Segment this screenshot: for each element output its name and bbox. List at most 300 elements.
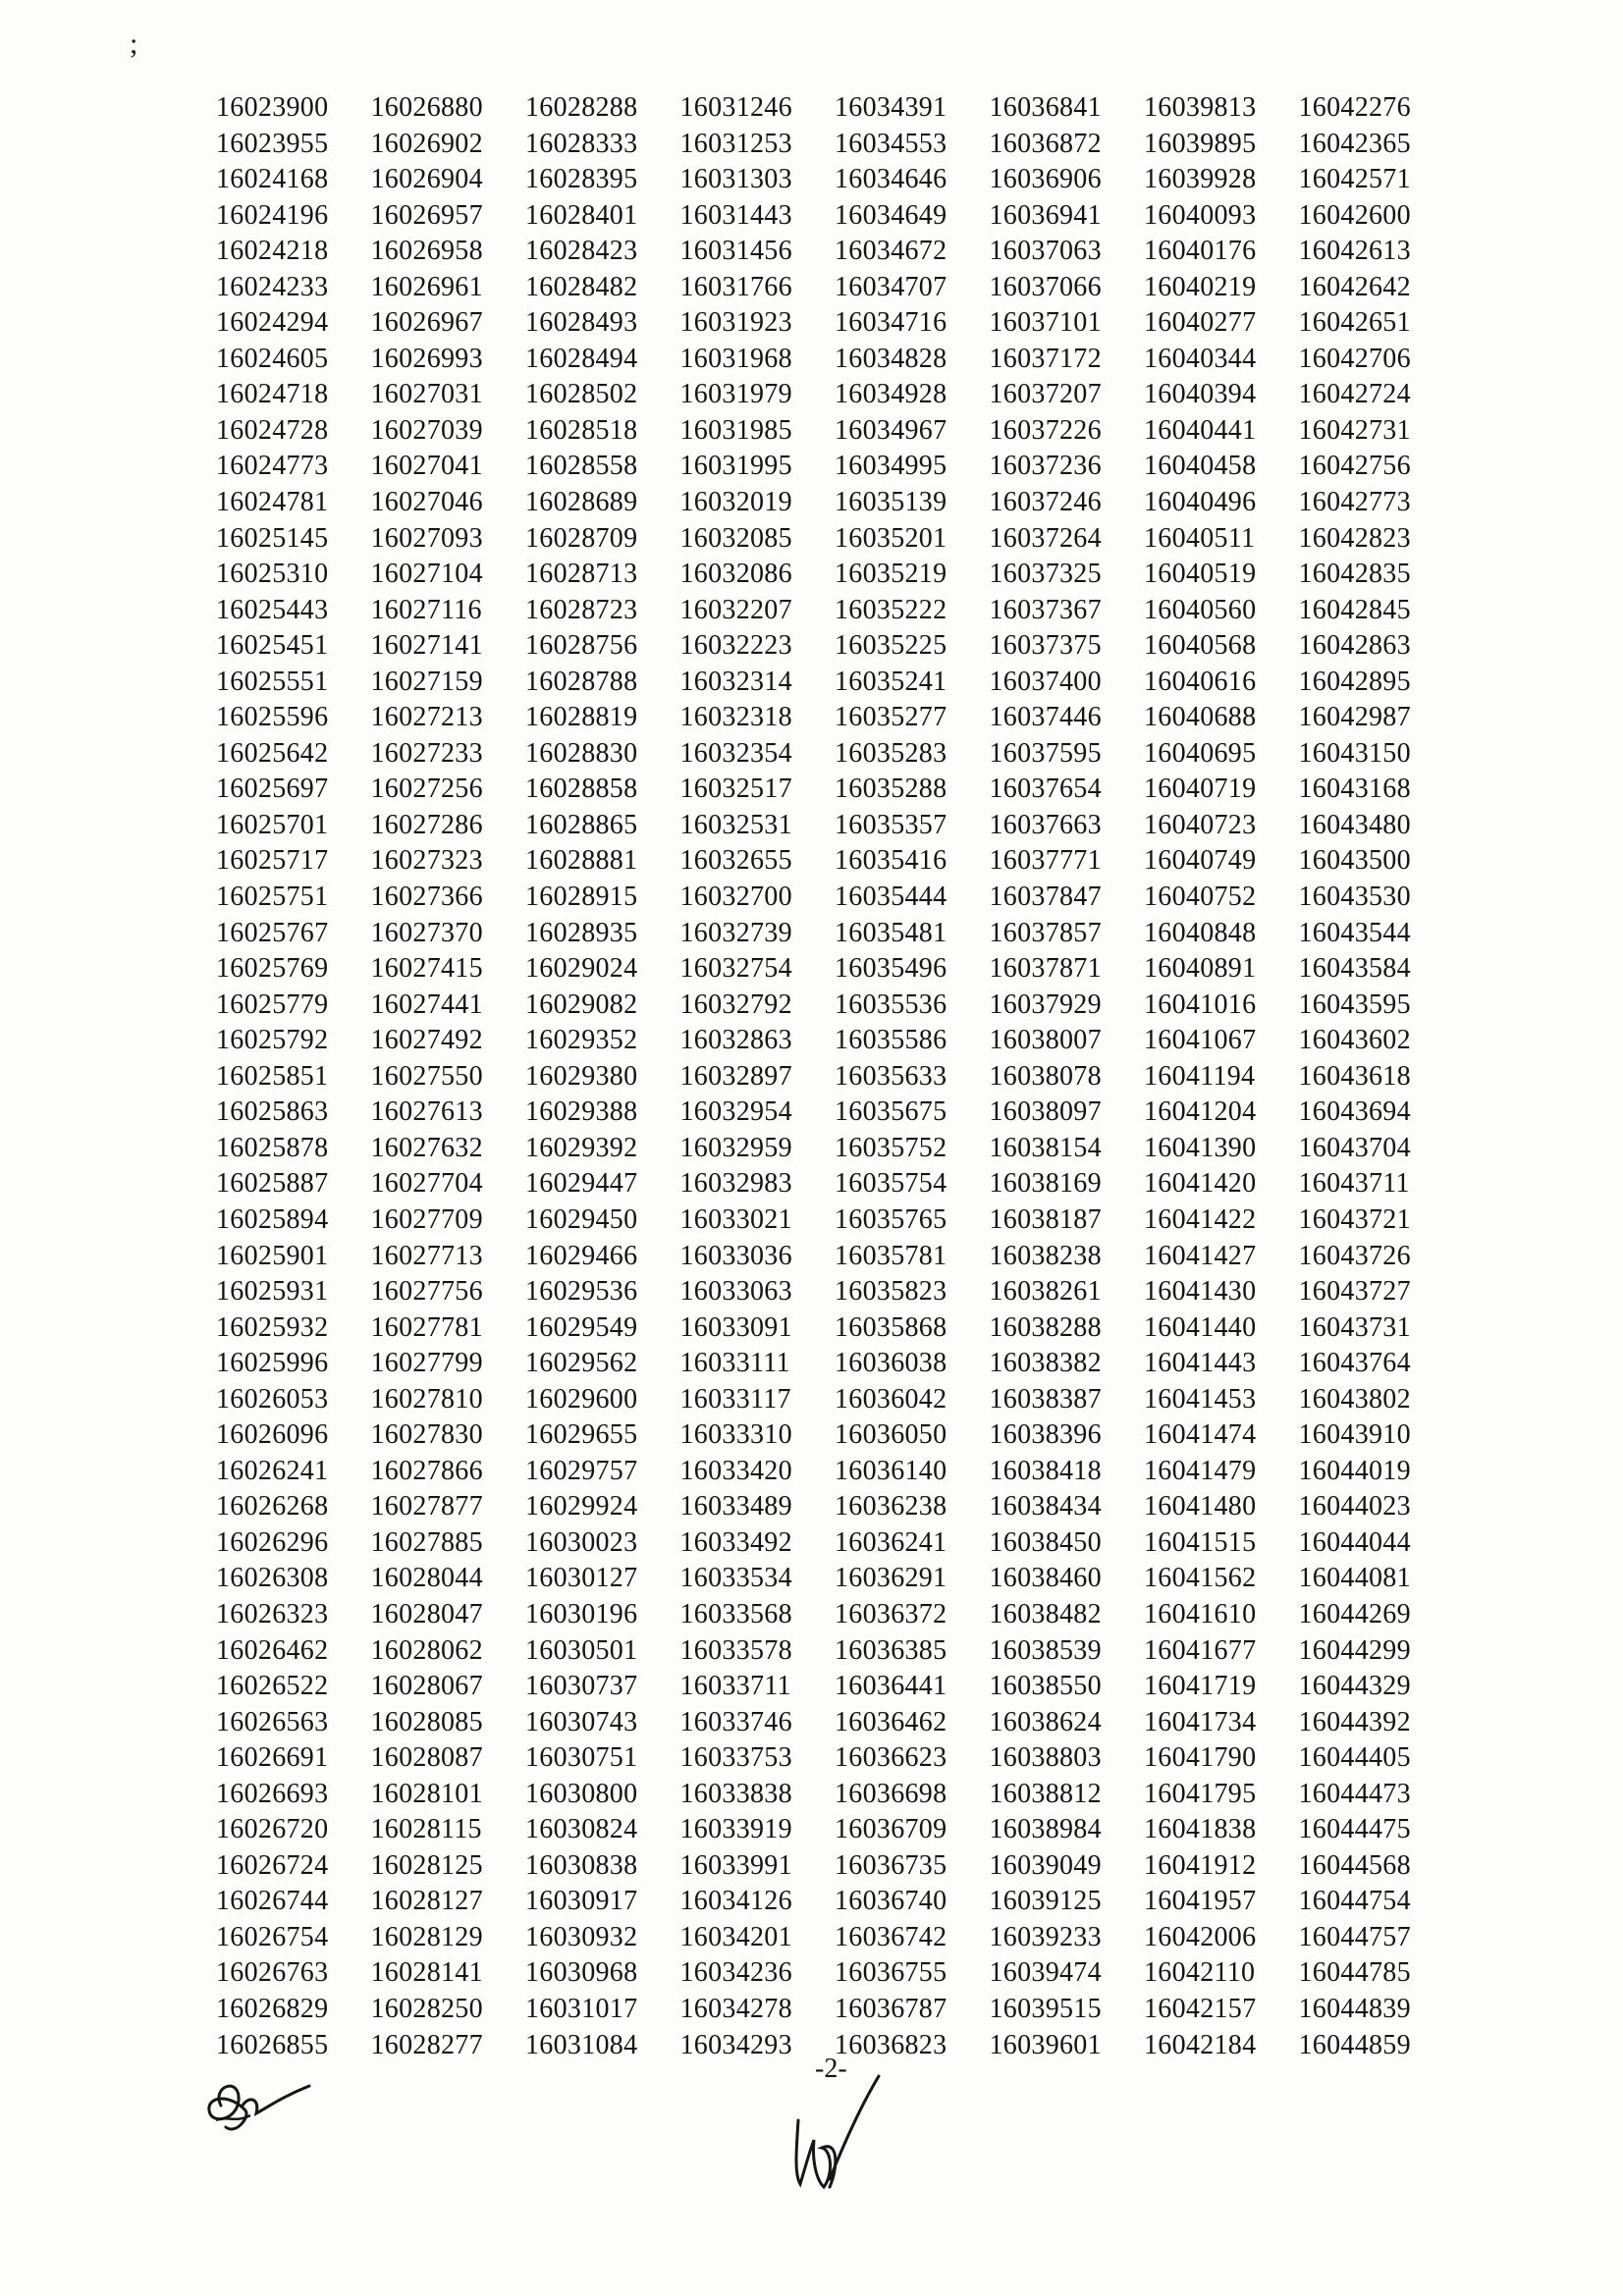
roll-number: 16042756 — [1298, 451, 1411, 482]
roll-number: 16032086 — [679, 559, 792, 590]
roll-number: 16032700 — [679, 881, 792, 913]
roll-number: 16040458 — [1144, 451, 1257, 482]
roll-number: 16029655 — [525, 1419, 638, 1451]
roll-number: 16026902 — [370, 128, 483, 159]
roll-number: 16043595 — [1298, 988, 1411, 1020]
roll-number: 16029447 — [525, 1168, 638, 1200]
roll-number: 16031017 — [525, 1993, 638, 2024]
roll-number: 16027492 — [370, 1025, 483, 1056]
roll-number: 16027830 — [370, 1419, 483, 1451]
roll-number: 16029388 — [525, 1096, 638, 1128]
roll-number: 16031995 — [679, 451, 792, 482]
roll-number: 16031968 — [679, 343, 792, 374]
roll-number: 16032983 — [679, 1168, 792, 1200]
roll-number: 16029450 — [525, 1203, 638, 1235]
roll-number: 16038450 — [989, 1526, 1102, 1558]
roll-number: 16043618 — [1298, 1060, 1411, 1092]
roll-number: 16031253 — [679, 128, 792, 159]
roll-number: 16036241 — [835, 1526, 947, 1558]
roll-number: 16037246 — [989, 487, 1102, 518]
roll-number: 16038539 — [989, 1634, 1102, 1666]
roll-number: 16033310 — [679, 1419, 792, 1451]
roll-number: 16031766 — [679, 271, 792, 302]
roll-number: 16024773 — [216, 451, 329, 482]
roll-number: 16028518 — [525, 414, 638, 446]
roll-number: 16026958 — [370, 236, 483, 267]
roll-number: 16032223 — [679, 630, 792, 662]
roll-number: 16042987 — [1298, 702, 1411, 733]
roll-number: 16029380 — [525, 1060, 638, 1092]
roll-number: 16031303 — [679, 164, 792, 195]
roll-number: 16028482 — [525, 271, 638, 302]
roll-number: 16026957 — [370, 199, 483, 231]
roll-number: 16023900 — [216, 92, 329, 123]
roll-number: 16034707 — [835, 271, 947, 302]
roll-number: 16029082 — [525, 988, 638, 1020]
roll-number: 16041610 — [1144, 1598, 1257, 1629]
roll-number: 16040695 — [1144, 737, 1257, 769]
roll-number: 16034967 — [835, 414, 947, 446]
roll-number: 16028915 — [525, 881, 638, 913]
roll-number: 16037663 — [989, 809, 1102, 840]
roll-number: 16036841 — [989, 92, 1102, 123]
roll-number: 16035868 — [835, 1311, 947, 1343]
roll-number: 16026754 — [216, 1921, 329, 1952]
roll-number: 16033991 — [679, 1849, 792, 1881]
roll-number: 16040093 — [1144, 199, 1257, 231]
roll-number: 16040749 — [1144, 845, 1257, 877]
signature-left — [191, 2066, 319, 2160]
roll-number: 16033711 — [679, 1671, 791, 1702]
roll-number: 16037595 — [989, 737, 1102, 769]
roll-number: 16043544 — [1298, 917, 1411, 948]
roll-number: 16033036 — [679, 1240, 792, 1271]
roll-number: 16033117 — [679, 1383, 791, 1415]
roll-number: 16043802 — [1298, 1383, 1411, 1415]
roll-number: 16026993 — [370, 343, 483, 374]
roll-number: 16036291 — [835, 1563, 947, 1594]
roll-number: 16030800 — [525, 1778, 638, 1809]
roll-number: 16028788 — [525, 666, 638, 697]
roll-number: 16037375 — [989, 630, 1102, 662]
roll-number: 16027810 — [370, 1383, 483, 1415]
roll-number: 16027233 — [370, 737, 483, 769]
roll-number: 16036735 — [835, 1849, 947, 1881]
roll-number: 16034828 — [835, 343, 947, 374]
roll-number: 16028333 — [525, 128, 638, 159]
roll-number: 16040219 — [1144, 271, 1257, 302]
roll-number: 16042184 — [1144, 2029, 1257, 2060]
roll-number: 16032019 — [679, 487, 792, 518]
roll-number: 16041194 — [1144, 1060, 1256, 1092]
roll-number: 16036140 — [835, 1455, 947, 1486]
roll-number: 16025792 — [216, 1025, 329, 1056]
roll-number: 16044473 — [1298, 1778, 1411, 1809]
roll-number: 16027877 — [370, 1491, 483, 1522]
roll-number: 16032754 — [679, 953, 792, 985]
roll-number: 16028062 — [370, 1634, 483, 1666]
roll-number: 16037929 — [989, 988, 1102, 1020]
roll-number: 16042157 — [1144, 1993, 1257, 2024]
roll-number: 16041479 — [1144, 1455, 1257, 1486]
roll-number: 16040752 — [1144, 881, 1257, 913]
roll-number: 16025451 — [216, 630, 329, 662]
roll-number: 16043764 — [1298, 1348, 1411, 1379]
roll-number: 16036941 — [989, 199, 1102, 231]
roll-number: 16044269 — [1298, 1598, 1411, 1629]
roll-number: 16037400 — [989, 666, 1102, 697]
roll-number: 16035586 — [835, 1025, 947, 1056]
roll-number: 16028044 — [370, 1563, 483, 1594]
roll-number: 16024718 — [216, 379, 329, 410]
roll-number: 16028858 — [525, 774, 638, 805]
roll-number: 16028881 — [525, 845, 638, 877]
roll-number: 16034236 — [679, 1957, 792, 1989]
roll-number: 16033021 — [679, 1203, 792, 1235]
roll-number: 16037847 — [989, 881, 1102, 913]
roll-number: 16039515 — [989, 1993, 1102, 2024]
roll-number: 16032897 — [679, 1060, 792, 1092]
roll-number: 16034201 — [679, 1921, 792, 1952]
roll-number: 16042895 — [1298, 666, 1411, 697]
roll-number: 16035219 — [835, 559, 947, 590]
roll-number: 16027713 — [370, 1240, 483, 1271]
roll-number: 16039601 — [989, 2029, 1102, 2060]
roll-number: 16033091 — [679, 1311, 792, 1343]
roll-number: 16038169 — [989, 1168, 1102, 1200]
roll-number: 16041790 — [1144, 1742, 1257, 1774]
roll-number: 16042642 — [1298, 271, 1411, 302]
roll-number: 16026691 — [216, 1742, 329, 1774]
roll-number: 16035496 — [835, 953, 947, 985]
roll-number: 16034278 — [679, 1993, 792, 2024]
roll-number: 16036623 — [835, 1742, 947, 1774]
roll-number: 16044754 — [1298, 1886, 1411, 1917]
roll-number: 16027141 — [370, 630, 483, 662]
roll-number: 16042006 — [1144, 1921, 1257, 1952]
roll-number: 16026961 — [370, 271, 483, 302]
roll-number: 16032954 — [679, 1096, 792, 1128]
roll-number: 16027632 — [370, 1132, 483, 1163]
roll-number: 16038238 — [989, 1240, 1102, 1271]
roll-number: 16025701 — [216, 809, 329, 840]
roll-number: 16038434 — [989, 1491, 1102, 1522]
roll-number: 16033492 — [679, 1526, 792, 1558]
roll-number: 16036823 — [835, 2029, 947, 2060]
roll-number: 16041515 — [1144, 1526, 1257, 1558]
roll-number: 16036372 — [835, 1598, 947, 1629]
roll-number: 16032792 — [679, 988, 792, 1020]
roll-number: 16035536 — [835, 988, 947, 1020]
roll-number: 16037857 — [989, 917, 1102, 948]
roll-number: 16035481 — [835, 917, 947, 948]
roll-number: 16027613 — [370, 1096, 483, 1128]
roll-number: 16042613 — [1298, 236, 1411, 267]
roll-number: 16036740 — [835, 1886, 947, 1917]
roll-number: 16038396 — [989, 1419, 1102, 1451]
roll-number: 16041422 — [1144, 1203, 1257, 1235]
roll-number: 16028494 — [525, 343, 638, 374]
roll-number: 16037446 — [989, 702, 1102, 733]
roll-number: 16043711 — [1298, 1168, 1410, 1200]
roll-number: 16028129 — [370, 1921, 483, 1952]
roll-number: 16035283 — [835, 737, 947, 769]
roll-number: 16035754 — [835, 1168, 947, 1200]
roll-number: 16026724 — [216, 1849, 329, 1881]
roll-number: 16034293 — [679, 2029, 792, 2060]
roll-number: 16035765 — [835, 1203, 947, 1235]
roll-number: 16028401 — [525, 199, 638, 231]
roll-number: 16029924 — [525, 1491, 638, 1522]
roll-number: 16044859 — [1298, 2029, 1411, 2060]
roll-number: 16042845 — [1298, 594, 1411, 625]
roll-number: 16025642 — [216, 737, 329, 769]
roll-number: 16037207 — [989, 379, 1102, 410]
roll-number: 16037367 — [989, 594, 1102, 625]
roll-number: 16026829 — [216, 1993, 329, 2024]
roll-number: 16027041 — [370, 451, 483, 482]
roll-number: 16034928 — [835, 379, 947, 410]
roll-number: 16040688 — [1144, 702, 1257, 733]
roll-number: 16034995 — [835, 451, 947, 482]
roll-number: 16041427 — [1144, 1240, 1257, 1271]
roll-number: 16028115 — [370, 1814, 482, 1845]
roll-number: 16037264 — [989, 522, 1102, 554]
roll-number: 16041912 — [1144, 1849, 1257, 1881]
roll-number: 16044568 — [1298, 1849, 1411, 1881]
roll-number: 16025851 — [216, 1060, 329, 1092]
roll-number: 16035416 — [835, 845, 947, 877]
roll-number: 16043480 — [1298, 809, 1411, 840]
roll-number: 16039233 — [989, 1921, 1102, 1952]
roll-number: 16034391 — [835, 92, 947, 123]
roll-number: 16035444 — [835, 881, 947, 913]
roll-number: 16027039 — [370, 414, 483, 446]
roll-number: 16038812 — [989, 1778, 1102, 1809]
roll-number: 16037325 — [989, 559, 1102, 590]
roll-number: 16027031 — [370, 379, 483, 410]
roll-number: 16025931 — [216, 1276, 329, 1308]
roll-number: 16028423 — [525, 236, 638, 267]
roll-number: 16027370 — [370, 917, 483, 948]
roll-number: 16025310 — [216, 559, 329, 590]
roll-number: 16025894 — [216, 1203, 329, 1235]
roll-number: 16025443 — [216, 594, 329, 625]
roll-number: 16042773 — [1298, 487, 1411, 518]
roll-number: 16028558 — [525, 451, 638, 482]
roll-number: 16044019 — [1298, 1455, 1411, 1486]
roll-number: 16043150 — [1298, 737, 1411, 769]
roll-number: 16040616 — [1144, 666, 1257, 697]
roll-number: 16025717 — [216, 845, 329, 877]
roll-number: 16043726 — [1298, 1240, 1411, 1271]
roll-number: 16026720 — [216, 1814, 329, 1845]
roll-number: 16040519 — [1144, 559, 1257, 590]
roll-number: 16028713 — [525, 559, 638, 590]
roll-number: 16028277 — [370, 2029, 483, 2060]
roll-number: 16025932 — [216, 1311, 329, 1343]
roll-number: 16029352 — [525, 1025, 638, 1056]
roll-number: 16029562 — [525, 1348, 638, 1379]
roll-number: 16027799 — [370, 1348, 483, 1379]
roll-number: 16024196 — [216, 199, 329, 231]
roll-number: 16028101 — [370, 1778, 483, 1809]
roll-number: 16041016 — [1144, 988, 1257, 1020]
roll-number: 16027756 — [370, 1276, 483, 1308]
roll-number: 16031923 — [679, 307, 792, 339]
roll-number: 16038482 — [989, 1598, 1102, 1629]
roll-number: 16033111 — [679, 1348, 790, 1379]
roll-number: 16035675 — [835, 1096, 947, 1128]
roll-number: 16026693 — [216, 1778, 329, 1809]
roll-number: 16026904 — [370, 164, 483, 195]
roll-number: 16032959 — [679, 1132, 792, 1163]
roll-number: 16027415 — [370, 953, 483, 985]
roll-number: 16040277 — [1144, 307, 1257, 339]
roll-number: 16033489 — [679, 1491, 792, 1522]
roll-number: 16038261 — [989, 1276, 1102, 1308]
roll-number: 16026744 — [216, 1886, 329, 1917]
roll-number: 16038007 — [989, 1025, 1102, 1056]
roll-number: 16038460 — [989, 1563, 1102, 1594]
roll-number: 16032531 — [679, 809, 792, 840]
roll-number: 16043584 — [1298, 953, 1411, 985]
roll-number: 16036238 — [835, 1491, 947, 1522]
roll-number: 16032314 — [679, 666, 792, 697]
roll-number: 16042365 — [1298, 128, 1411, 159]
roll-number: 16027046 — [370, 487, 483, 518]
roll-number: 16030917 — [525, 1886, 638, 1917]
roll-number: 16038550 — [989, 1671, 1102, 1702]
roll-number: 16028141 — [370, 1957, 483, 1989]
roll-number: 16027286 — [370, 809, 483, 840]
roll-number: 16027116 — [370, 594, 482, 625]
roll-number: 16037236 — [989, 451, 1102, 482]
roll-number: 16035277 — [835, 702, 947, 733]
roll-number: 16037172 — [989, 343, 1102, 374]
roll-number: 16035752 — [835, 1132, 947, 1163]
roll-number: 16027213 — [370, 702, 483, 733]
roll-number: 16026241 — [216, 1455, 329, 1486]
roll-number: 16038803 — [989, 1742, 1102, 1774]
roll-number: 16035225 — [835, 630, 947, 662]
roll-number: 16029024 — [525, 953, 638, 985]
roll-number: 16033578 — [679, 1634, 792, 1666]
roll-number: 16027709 — [370, 1203, 483, 1235]
roll-number: 16026296 — [216, 1526, 329, 1558]
roll-number: 16032655 — [679, 845, 792, 877]
roll-number: 16028689 — [525, 487, 638, 518]
roll-number: 16027866 — [370, 1455, 483, 1486]
roll-number: 16041838 — [1144, 1814, 1257, 1845]
roll-number: 16027366 — [370, 881, 483, 913]
roll-number: 16041067 — [1144, 1025, 1257, 1056]
roll-number: 16037066 — [989, 271, 1102, 302]
roll-number: 16040848 — [1144, 917, 1257, 948]
roll-number: 16040441 — [1144, 414, 1257, 446]
roll-number: 16030968 — [525, 1957, 638, 1989]
roll-number: 16034716 — [835, 307, 947, 339]
roll-number: 16031979 — [679, 379, 792, 410]
roll-number: 16030932 — [525, 1921, 638, 1952]
roll-number: 16030127 — [525, 1563, 638, 1594]
roll-number: 16044785 — [1298, 1957, 1411, 1989]
roll-number: 16027093 — [370, 522, 483, 554]
roll-number: 16033420 — [679, 1455, 792, 1486]
roll-number: 16041474 — [1144, 1419, 1257, 1451]
roll-number: 16044405 — [1298, 1742, 1411, 1774]
roll-number: 16025697 — [216, 774, 329, 805]
roll-number: 16039928 — [1144, 164, 1257, 195]
roll-number: 16035781 — [835, 1240, 947, 1271]
roll-number: 16025779 — [216, 988, 329, 1020]
roll-number: 16031456 — [679, 236, 792, 267]
roll-number: 16025863 — [216, 1096, 329, 1128]
roll-number: 16042731 — [1298, 414, 1411, 446]
roll-number: 16039813 — [1144, 92, 1257, 123]
roll-number: 16043721 — [1298, 1203, 1411, 1235]
roll-number: 16041719 — [1144, 1671, 1257, 1702]
roll-number: 16031246 — [679, 92, 792, 123]
roll-number: 16036385 — [835, 1634, 947, 1666]
roll-number: 16030751 — [525, 1742, 638, 1774]
roll-number: 16042276 — [1298, 92, 1411, 123]
roll-number: 16041734 — [1144, 1706, 1257, 1737]
roll-number: 16025551 — [216, 666, 329, 697]
roll-number: 16026268 — [216, 1491, 329, 1522]
roll-number: 16041453 — [1144, 1383, 1257, 1415]
roll-number: 16041420 — [1144, 1168, 1257, 1200]
roll-number: 16041795 — [1144, 1778, 1257, 1809]
roll-number: 16028502 — [525, 379, 638, 410]
roll-number: 16038624 — [989, 1706, 1102, 1737]
roll-number: 16041440 — [1144, 1311, 1257, 1343]
roll-number: 16034553 — [835, 128, 947, 159]
roll-number: 16036709 — [835, 1814, 947, 1845]
roll-number: 16040394 — [1144, 379, 1257, 410]
roll-number: 16026967 — [370, 307, 483, 339]
roll-number: 16029466 — [525, 1240, 638, 1271]
signature-right — [781, 2071, 889, 2199]
roll-number: 16036038 — [835, 1348, 947, 1379]
roll-number: 16033838 — [679, 1778, 792, 1809]
roll-number: 16036742 — [835, 1921, 947, 1952]
roll-number: 16034672 — [835, 236, 947, 267]
roll-number: 16032207 — [679, 594, 792, 625]
roll-number: 16044329 — [1298, 1671, 1411, 1702]
roll-number: 16025596 — [216, 702, 329, 733]
roll-number: 16036872 — [989, 128, 1102, 159]
roll-number: 16035633 — [835, 1060, 947, 1092]
roll-number: 16028288 — [525, 92, 638, 123]
roll-number: 16044081 — [1298, 1563, 1411, 1594]
roll-number: 16034646 — [835, 164, 947, 195]
roll-number: 16044299 — [1298, 1634, 1411, 1666]
roll-number: 16041204 — [1144, 1096, 1257, 1128]
roll-number: 16035139 — [835, 487, 947, 518]
roll-number: 16025767 — [216, 917, 329, 948]
roll-number: 16036787 — [835, 1993, 947, 2024]
roll-number: 16036755 — [835, 1957, 947, 1989]
roll-number: 16040344 — [1144, 343, 1257, 374]
roll-number: 16037226 — [989, 414, 1102, 446]
roll-number: 16044475 — [1298, 1814, 1411, 1845]
roll-number: 16040176 — [1144, 236, 1257, 267]
roll-number: 16040719 — [1144, 774, 1257, 805]
roll-number: 16039474 — [989, 1957, 1102, 1989]
roll-number: 16028756 — [525, 630, 638, 662]
roll-number: 16043731 — [1298, 1311, 1411, 1343]
